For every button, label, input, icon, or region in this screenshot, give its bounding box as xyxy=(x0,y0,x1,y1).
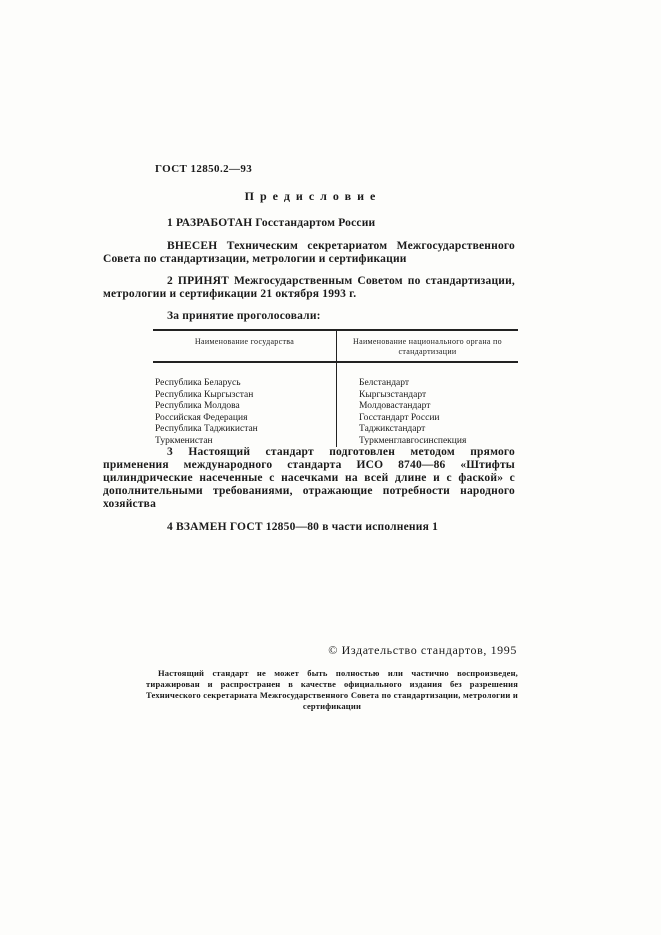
org-cell: Туркменглавгосинспекция xyxy=(359,435,467,446)
clause-developed: 1 РАЗРАБОТАН Госстандартом России xyxy=(167,217,376,229)
org-cell: Молдовастандарт xyxy=(359,401,431,411)
copyright-line: © Издательство стандартов, 1995 xyxy=(328,643,517,657)
clause-adopted: 2 ПРИНЯТ Межгосударственным Советом по стандартизации, метрологии и сертификации 21 октября 1993 г. xyxy=(103,275,515,300)
clause-submitted: ВНЕСЕН Техническим секретариатом Межгосударственного Совета по стандартизации, метрологии и сертификации xyxy=(103,240,515,265)
table-header-state: Наименование государства xyxy=(153,331,337,361)
state-cell: Республика Таджикистан xyxy=(153,424,337,436)
table-row xyxy=(153,390,518,402)
vote-table xyxy=(153,329,518,447)
table-row xyxy=(153,401,518,413)
org-cell: Белстандарт xyxy=(359,378,410,388)
org-cell: Таджикстандарт xyxy=(359,424,426,434)
clause-iso: 3 Настоящий стандарт подготовлен методом прямого применения международного стандарта ИСО 8740—86 «Штифты цилиндрические насеченные с насечками на всей длине и с фаской» с дополнительными требованиями, отражающие потребности народного хозяйства xyxy=(103,446,515,510)
state-cell: Республика Молдова xyxy=(153,401,337,413)
state-cell: Туркменистан xyxy=(153,436,337,448)
doc-number: ГОСТ 12850.2—93 xyxy=(155,163,253,175)
state-cell: Республика Беларусь xyxy=(153,363,337,390)
table-row xyxy=(153,413,518,425)
reproduction-notice: Настоящий стандарт не может быть полностью или частично воспроизведен, тиражирован и распространен в качестве официального издания без разрешения Технического секретариата Межгосударственного Совета по стандартизации, метрологии и сертификации xyxy=(146,668,518,711)
table-row xyxy=(153,363,518,390)
page-title: Предисловие xyxy=(244,189,382,203)
state-cell: Российская Федерация xyxy=(153,413,337,425)
state-cell: Республика Кыргызстан xyxy=(153,390,337,402)
table-header-org: Наименование национального органа по стандартизации xyxy=(353,337,502,356)
table-header-row xyxy=(153,331,518,363)
vote-intro: За принятие проголосовали: xyxy=(167,310,321,322)
org-cell: Кыргызстандарт xyxy=(359,389,427,400)
clause-replaces: 4 ВЗАМЕН ГОСТ 12850—80 в части исполнения 1 xyxy=(167,521,439,533)
table-row xyxy=(153,424,518,436)
org-cell: Госстандарт России xyxy=(359,412,440,423)
